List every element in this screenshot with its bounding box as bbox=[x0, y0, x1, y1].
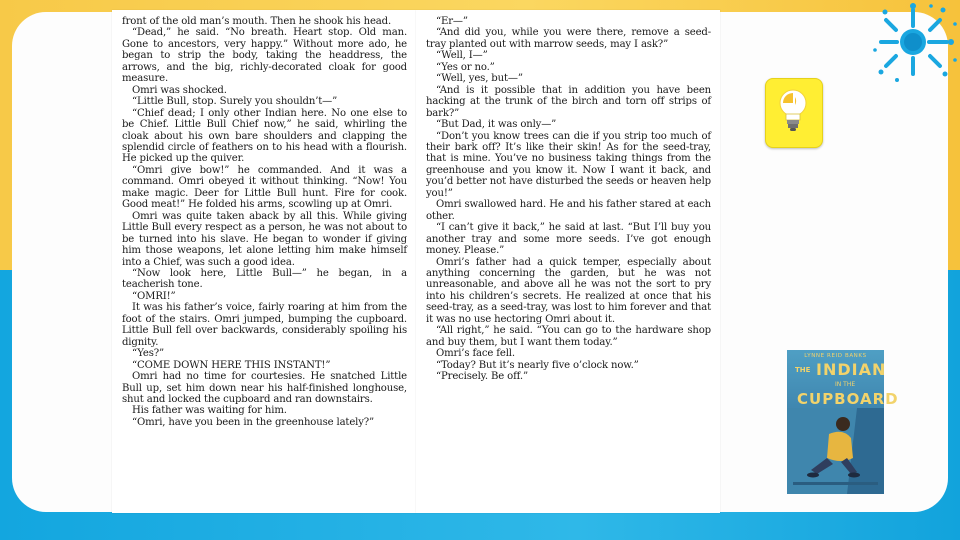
right-paragraph: “And is it possible that in addition you have been hacking at the trunk of the birch and torn off strips of bark?” bbox=[426, 84, 711, 119]
right-paragraph: “Well, yes, but—” bbox=[436, 73, 523, 85]
book-cover-author: LYNNE REID BANKS bbox=[804, 353, 867, 359]
right-paragraph: “I can’t give it back,” he said at last. “But I’ll buy you another tray and some more seeds. I’ve got enough money. Please.” bbox=[426, 222, 711, 257]
book-cover-title-the: THE bbox=[795, 366, 811, 374]
right-paragraph: “Don’t you know trees can die if you strip too much of their bark off? It’s like their skin! As for the seed-tray, that is mine. You’ve no business taking things from the greenhouse and you know it. Now I want it back, and you’d better not have disturbed the seeds or heaven help you!” bbox=[426, 130, 711, 199]
book-cover-title-indian: INDIAN bbox=[816, 360, 887, 379]
right-paragraph: Omri swallowed hard. He and his father stared at each other. bbox=[426, 199, 711, 222]
left-paragraph: Omri had no time for courtesies. He snatched Little Bull up, set him down near his half-finished longhouse, shut and locked the cupboard and ran downstairs. bbox=[122, 371, 407, 405]
book-cover bbox=[787, 350, 899, 494]
left-paragraph: “Omri, have you been in the greenhouse lately?” bbox=[132, 416, 375, 428]
left-paragraph: His father was waiting for him. bbox=[132, 405, 287, 417]
right-paragraph: “Er—” bbox=[436, 16, 468, 27]
right-paragraph: “But Dad, it was only—” bbox=[436, 119, 557, 131]
book-page-right bbox=[416, 10, 720, 513]
right-paragraph: Omri’s face fell. bbox=[436, 348, 515, 360]
left-paragraph: “Omri give bow!” he commanded. And it was a command. Omri obeyed it without thinking. “Now! You make magic. Deer for Little Bull hunt. Fire for cook. Good meat!” He folded his arms, scowling up at Omri. bbox=[122, 164, 407, 211]
right-paragraph: “Yes or no.” bbox=[436, 61, 495, 73]
right-paragraph: “Well, I—” bbox=[436, 50, 488, 62]
right-paragraph: “Precisely. Be off.” bbox=[436, 371, 528, 383]
left-paragraph: “Chief dead; I only other Indian here. No one else to be Chief. Little Bull Chief now,” he said, whirling the cloak about his own bare shoulders and clapping the splendid circle of feathers on to his head with a flourish. He picked up the quiver. bbox=[122, 107, 407, 165]
lightbulb-tile bbox=[765, 78, 823, 148]
left-paragraph: “COME DOWN HERE THIS INSTANT!” bbox=[132, 359, 331, 371]
left-paragraph: Omri was shocked. bbox=[132, 84, 227, 96]
book-page-left bbox=[112, 10, 416, 513]
left-paragraph: “Dead,” he said. “No breath. Heart stop. Old man. Gone to ancestors, very happy.” Without more ado, he began to strip the body, taking the headdress, the arrows, and the big, richly-decorated cloak for good measure. bbox=[122, 27, 407, 85]
right-paragraph: “All right,” he said. “You can go to the hardware shop and buy them, but I want them today.” bbox=[426, 325, 711, 348]
book-cover-title-cupboard: CUPBOARD bbox=[797, 390, 899, 408]
left-paragraph: Omri was quite taken aback by all this. While giving Little Bull every respect as a person, he was not about to be turned into his slave. He began to wonder if giving him those weapons, let alone letting him make himself into a Chief, was such a good idea. bbox=[122, 210, 407, 268]
left-paragraph: front of the old man’s mouth. Then he shook his head. bbox=[122, 16, 392, 27]
left-paragraph: “Little Bull, stop. Surely you shouldn’t—” bbox=[132, 96, 338, 108]
paint-splash-icon bbox=[873, 2, 959, 88]
left-paragraph: It was his father’s voice, fairly roaring at him from the foot of the stairs. Omri jumped, bumping the cupboard. Little Bull fell over backwards, considerably spoiling his dignity. bbox=[122, 302, 407, 348]
left-paragraph: “Now look here, Little Bull—” he began, in a teacherish tone. bbox=[122, 267, 407, 291]
right-paragraph: “Today? But it’s nearly five o’clock now.” bbox=[436, 359, 639, 371]
left-paragraph: “Yes?” bbox=[132, 348, 165, 360]
right-paragraph: Omri’s father had a quick temper, especially about anything concerning the garden, but he was not unreasonable, and above all he was not the sort to pry into his children’s secrets. He realized at once that his seed-tray, as a seed-tray, was lost to him forever and that it was no use hectoring Omri about it. bbox=[426, 256, 711, 325]
book-cover-illustration bbox=[787, 408, 884, 494]
left-paragraph: “OMRI!” bbox=[132, 290, 176, 302]
right-paragraph: “And did you, while you were there, remove a seed-tray planted out with marrow seeds, may I ask?” bbox=[426, 27, 711, 50]
lightbulb-icon bbox=[766, 79, 822, 147]
book-cover-title-in-the: IN THE bbox=[835, 381, 856, 388]
